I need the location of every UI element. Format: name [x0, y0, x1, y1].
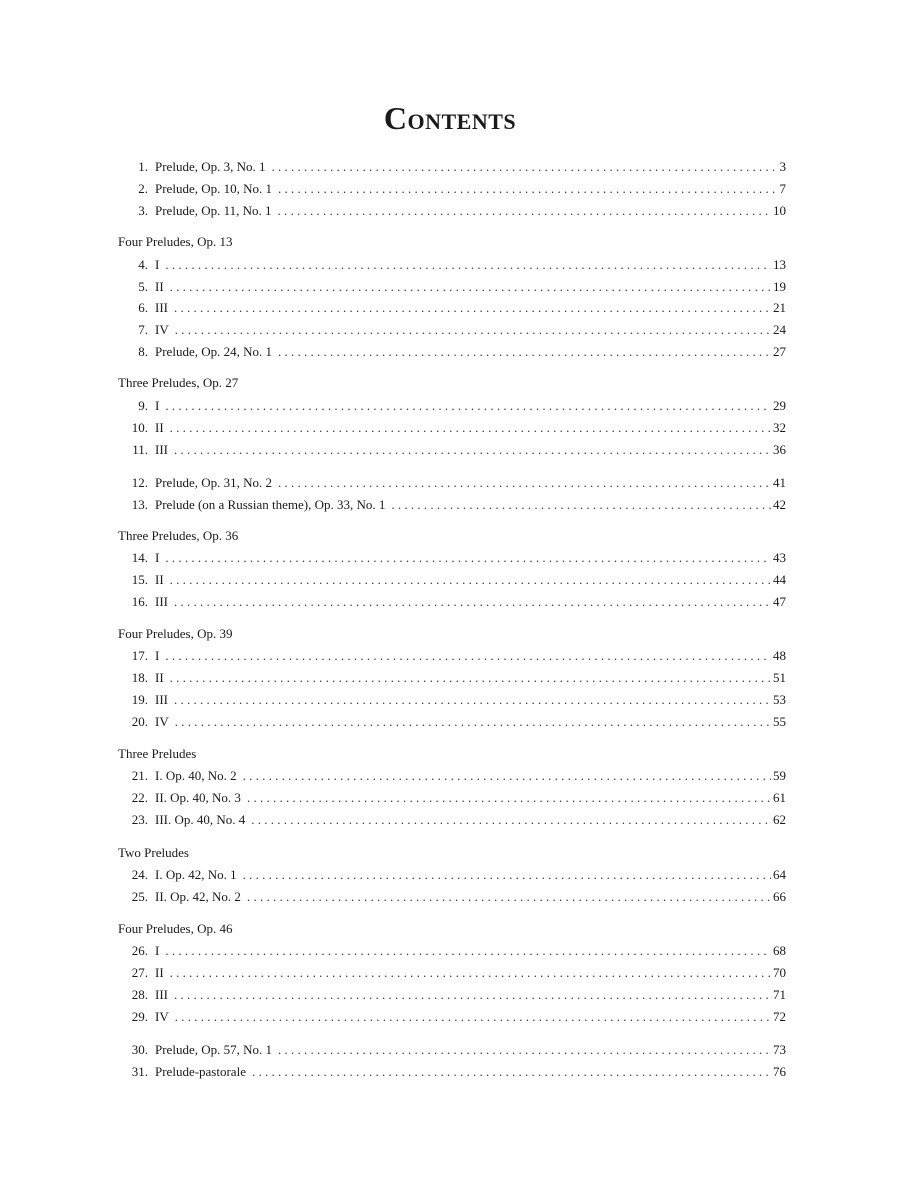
toc-entry: [118, 964, 786, 982]
toc-entry: [118, 669, 786, 687]
entry-number: 17.: [131, 648, 148, 663]
dot-leader: [170, 964, 771, 982]
toc-entry: [118, 713, 786, 731]
page-number: 55: [773, 714, 786, 729]
entry-title: III. Op. 40, No. 4: [155, 812, 246, 827]
entry-title: Prelude, Op. 57, No. 1: [155, 1042, 272, 1057]
dot-leader: [174, 593, 771, 611]
dot-leader: [247, 888, 771, 906]
dot-leader: [272, 158, 778, 176]
page-number: 51: [773, 670, 786, 685]
dot-leader: [165, 256, 771, 274]
entry-title: III: [155, 594, 168, 609]
entry-number: 2.: [138, 181, 148, 196]
page-number: 7: [779, 181, 786, 196]
page-number: 68: [773, 943, 786, 958]
entry-number: 9.: [138, 398, 148, 413]
toc-entry: [118, 299, 786, 317]
page-number: 19: [773, 279, 786, 294]
toc-entry: [118, 942, 786, 960]
page-number: 76: [773, 1064, 786, 1079]
section-heading: Two Preludes: [118, 845, 189, 860]
entry-number: 15.: [131, 572, 148, 587]
dot-leader: [175, 1008, 771, 1026]
toc-entry: [118, 278, 786, 296]
dot-leader: [278, 1041, 771, 1059]
toc-entry: [118, 789, 786, 807]
entry-number: 26.: [131, 943, 148, 958]
entry-title: IV: [155, 1009, 169, 1024]
dot-leader: [165, 397, 771, 415]
page-number: 70: [773, 965, 786, 980]
toc-entry: [118, 202, 786, 220]
toc-entry: [118, 321, 786, 339]
section-heading: Three Preludes: [118, 746, 197, 761]
toc-entry: [118, 549, 786, 567]
entry-title: Prelude, Op. 31, No. 2: [155, 475, 272, 490]
dot-leader: [175, 321, 771, 339]
page-number: 73: [773, 1042, 786, 1057]
section-heading: Three Preludes, Op. 36: [118, 528, 239, 543]
entry-title: Prelude, Op. 11, No. 1: [155, 203, 272, 218]
entry-number: 4.: [138, 257, 148, 272]
page-number: 72: [773, 1009, 786, 1024]
toc-entry: [118, 1008, 786, 1026]
toc-entry: [118, 158, 786, 176]
page-number: 66: [773, 889, 786, 904]
entry-title: I. Op. 40, No. 2: [155, 768, 237, 783]
entry-number: 22.: [131, 790, 148, 805]
entry-title: II. Op. 40, No. 3: [155, 790, 241, 805]
dot-leader: [165, 549, 771, 567]
entry-number: 14.: [131, 550, 148, 565]
dot-leader: [251, 811, 771, 829]
page-number: 36: [773, 442, 786, 457]
entry-title: II: [155, 279, 164, 294]
dot-leader: [165, 647, 771, 665]
entry-number: 25.: [131, 889, 148, 904]
page-number: 27: [773, 344, 786, 359]
entry-number: 31.: [131, 1064, 148, 1079]
page-number: 3: [779, 159, 786, 174]
section-heading: Four Preludes, Op. 13: [118, 234, 233, 249]
entry-number: 21.: [131, 768, 148, 783]
dot-leader: [165, 942, 771, 960]
entry-number: 7.: [138, 322, 148, 337]
entry-title: Prelude, Op. 3, No. 1: [155, 159, 266, 174]
entry-title: III: [155, 300, 168, 315]
page-number: 48: [773, 648, 786, 663]
entry-title: II: [155, 670, 164, 685]
toc-entry: [118, 866, 786, 884]
page-number: 71: [773, 987, 786, 1002]
page-number: 61: [773, 790, 786, 805]
entry-number: 6.: [138, 300, 148, 315]
page-number: 13: [773, 257, 786, 272]
entry-number: 24.: [131, 867, 148, 882]
entry-number: 19.: [131, 692, 148, 707]
dot-leader: [175, 713, 771, 731]
section-heading: Four Preludes, Op. 39: [118, 626, 233, 641]
entry-number: 8.: [138, 344, 148, 359]
dot-leader: [170, 669, 771, 687]
page-number: 64: [773, 867, 786, 882]
dot-leader: [278, 343, 771, 361]
toc-entry: [118, 397, 786, 415]
entry-number: 30.: [131, 1042, 148, 1057]
entry-number: 10.: [131, 420, 148, 435]
toc-entry: [118, 986, 786, 1004]
dot-leader: [170, 278, 771, 296]
entry-title: I: [155, 648, 160, 663]
entry-title: I: [155, 257, 160, 272]
page-number: 44: [773, 572, 786, 587]
page-number: 59: [773, 768, 786, 783]
entry-number: 18.: [131, 670, 148, 685]
entry-number: 11.: [132, 442, 148, 457]
entry-number: 27.: [131, 965, 148, 980]
page-number: 53: [773, 692, 786, 707]
dot-leader: [174, 986, 771, 1004]
toc-entry: [118, 1041, 786, 1059]
entry-title: I. Op. 42, No. 1: [155, 867, 237, 882]
entry-title: IV: [155, 322, 169, 337]
dot-leader: [243, 866, 771, 884]
dot-leader: [247, 789, 771, 807]
entry-number: 12.: [131, 475, 148, 490]
toc-entry: [118, 496, 786, 514]
toc-entry: [118, 1063, 786, 1081]
toc-entry: [118, 343, 786, 361]
toc-entry: [118, 647, 786, 665]
page-number: 41: [773, 475, 786, 490]
page-title: Contents: [383, 100, 517, 136]
entry-title: IV: [155, 714, 169, 729]
toc-entry: [118, 441, 786, 459]
entry-number: 13.: [131, 497, 148, 512]
toc-entry: [118, 691, 786, 709]
dot-leader: [243, 767, 771, 785]
dot-leader: [174, 441, 771, 459]
dot-leader: [278, 202, 771, 220]
entry-number: 23.: [131, 812, 148, 827]
toc-entry: [118, 767, 786, 785]
entry-number: 1.: [138, 159, 148, 174]
dot-leader: [174, 299, 771, 317]
toc-entry: [118, 571, 786, 589]
entry-title: III: [155, 987, 168, 1002]
entry-title: Prelude-pastorale: [155, 1064, 246, 1079]
page-number: 62: [773, 812, 786, 827]
dot-leader: [252, 1063, 771, 1081]
entry-title: I: [155, 398, 160, 413]
entry-title: II: [155, 420, 164, 435]
entry-title: II: [155, 965, 164, 980]
section-heading: Three Preludes, Op. 27: [118, 375, 239, 390]
toc-entry: [118, 474, 786, 492]
toc-entry: [118, 180, 786, 198]
dot-leader: [278, 180, 778, 198]
page-number: 21: [773, 300, 786, 315]
entry-title: II: [155, 572, 164, 587]
entry-number: 5.: [138, 279, 148, 294]
entry-number: 29.: [131, 1009, 148, 1024]
dot-leader: [170, 571, 771, 589]
entry-title: I: [155, 550, 160, 565]
toc-entry: [118, 593, 786, 611]
page-number: 29: [773, 398, 786, 413]
page-number: 24: [773, 322, 786, 337]
page-number: 10: [773, 203, 786, 218]
entry-title: Prelude (on a Russian theme), Op. 33, No. 1: [155, 497, 386, 512]
entry-title: III: [155, 442, 168, 457]
toc-entry: [118, 256, 786, 274]
entry-number: 20.: [131, 714, 148, 729]
entry-title: Prelude, Op. 24, No. 1: [155, 344, 272, 359]
page-number: 43: [773, 550, 786, 565]
entry-title: Prelude, Op. 10, No. 1: [155, 181, 272, 196]
toc-entry: [118, 419, 786, 437]
dot-leader: [278, 474, 771, 492]
entry-number: 28.: [131, 987, 148, 1002]
dot-leader: [391, 496, 771, 514]
entry-title: II. Op. 42, No. 2: [155, 889, 241, 904]
entry-title: I: [155, 943, 160, 958]
page-number: 47: [773, 594, 786, 609]
entry-number: 3.: [138, 203, 148, 218]
dot-leader: [174, 691, 771, 709]
page-number: 32: [773, 420, 786, 435]
section-heading: Four Preludes, Op. 46: [118, 921, 233, 936]
page-number: 42: [773, 497, 786, 512]
entry-title: III: [155, 692, 168, 707]
entry-number: 16.: [131, 594, 148, 609]
dot-leader: [170, 419, 771, 437]
toc-entry: [118, 811, 786, 829]
toc-entry: [118, 888, 786, 906]
